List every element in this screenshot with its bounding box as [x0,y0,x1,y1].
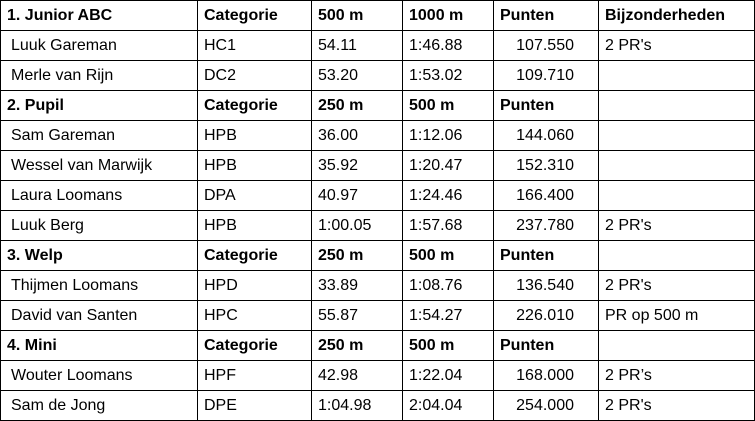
header-punten: Punten [494,241,599,271]
table-row [1,151,755,181]
cell-time-2: 2:04.04 [403,391,494,421]
cell-categorie: HPB [198,121,312,151]
header-categorie: Categorie [198,331,312,361]
cell-bijzonderheden [599,61,755,91]
cell-bijzonderheden: 2 PR’s [599,361,755,391]
cell-time-2: 1:46.88 [403,31,494,61]
cell-name: Thijmen Loomans [1,271,198,301]
header-punten: Punten [494,331,599,361]
cell-time-2: 1:12.06 [403,121,494,151]
group-header-row [1,241,755,271]
header-categorie: Categorie [198,91,312,121]
group-title: 2. Pupil [1,91,198,121]
table-row [1,271,755,301]
cell-categorie: HPB [198,211,312,241]
cell-bijzonderheden: 2 PR's [599,271,755,301]
cell-bijzonderheden: 2 PR's [599,211,755,241]
cell-categorie: HPC [198,301,312,331]
cell-categorie: HPD [198,271,312,301]
cell-punten: 166.400 [494,181,599,211]
group-title: 4. Mini [1,331,198,361]
cell-punten: 152.310 [494,151,599,181]
cell-categorie: HC1 [198,31,312,61]
results-table-body [1,1,755,421]
table-row [1,361,755,391]
cell-time-1: 42.98 [312,361,403,391]
cell-punten: 144.060 [494,121,599,151]
cell-time-2: 1:54.27 [403,301,494,331]
table-row [1,301,755,331]
table-row [1,181,755,211]
cell-name: Sam de Jong [1,391,198,421]
group-title: 3. Welp [1,241,198,271]
cell-bijzonderheden [599,151,755,181]
cell-time-1: 35.92 [312,151,403,181]
cell-punten: 168.000 [494,361,599,391]
cell-name: Sam Gareman [1,121,198,151]
cell-bijzonderheden: 2 PR's [599,31,755,61]
cell-categorie: DC2 [198,61,312,91]
cell-categorie: DPE [198,391,312,421]
header-distance-1: 250 m [312,241,403,271]
header-distance-2: 1000 m [403,1,494,31]
cell-name: Merle van Rijn [1,61,198,91]
cell-time-2: 1:08.76 [403,271,494,301]
cell-punten: 254.000 [494,391,599,421]
header-categorie: Categorie [198,241,312,271]
cell-time-1: 1:00.05 [312,211,403,241]
table-row [1,61,755,91]
cell-bijzonderheden [599,121,755,151]
cell-time-1: 54.11 [312,31,403,61]
cell-categorie: DPA [198,181,312,211]
cell-time-2: 1:53.02 [403,61,494,91]
header-distance-1: 250 m [312,91,403,121]
cell-punten: 109.710 [494,61,599,91]
header-categorie: Categorie [198,1,312,31]
cell-time-1: 1:04.98 [312,391,403,421]
group-header-row [1,1,755,31]
cell-punten: 107.550 [494,31,599,61]
cell-categorie: HPF [198,361,312,391]
cell-time-1: 33.89 [312,271,403,301]
table-row [1,121,755,151]
group-title: 1. Junior ABC [1,1,198,31]
cell-categorie: HPB [198,151,312,181]
cell-bijzonderheden: 2 PR's [599,391,755,421]
cell-name: Luuk Berg [1,211,198,241]
header-distance-2: 500 m [403,91,494,121]
cell-time-1: 53.20 [312,61,403,91]
cell-name: David van Santen [1,301,198,331]
table-row [1,31,755,61]
header-punten: Punten [494,91,599,121]
cell-time-2: 1:57.68 [403,211,494,241]
header-distance-1: 250 m [312,331,403,361]
cell-punten: 237.780 [494,211,599,241]
table-row [1,391,755,421]
header-bijzonderheden: Bijzonderheden [599,1,755,31]
cell-punten: 136.540 [494,271,599,301]
table-row [1,211,755,241]
cell-time-2: 1:22.04 [403,361,494,391]
cell-time-2: 1:20.47 [403,151,494,181]
header-distance-1: 500 m [312,1,403,31]
header-bijzonderheden [599,331,755,361]
cell-bijzonderheden: PR op 500 m [599,301,755,331]
header-distance-2: 500 m [403,241,494,271]
group-header-row [1,91,755,121]
header-bijzonderheden [599,91,755,121]
cell-name: Wessel van Marwijk [1,151,198,181]
cell-name: Wouter Loomans [1,361,198,391]
cell-time-1: 36.00 [312,121,403,151]
group-header-row [1,331,755,361]
cell-name: Laura Loomans [1,181,198,211]
header-punten: Punten [494,1,599,31]
cell-time-1: 40.97 [312,181,403,211]
cell-time-2: 1:24.46 [403,181,494,211]
cell-bijzonderheden [599,181,755,211]
header-distance-2: 500 m [403,331,494,361]
cell-punten: 226.010 [494,301,599,331]
cell-name: Luuk Gareman [1,31,198,61]
header-bijzonderheden [599,241,755,271]
cell-time-1: 55.87 [312,301,403,331]
